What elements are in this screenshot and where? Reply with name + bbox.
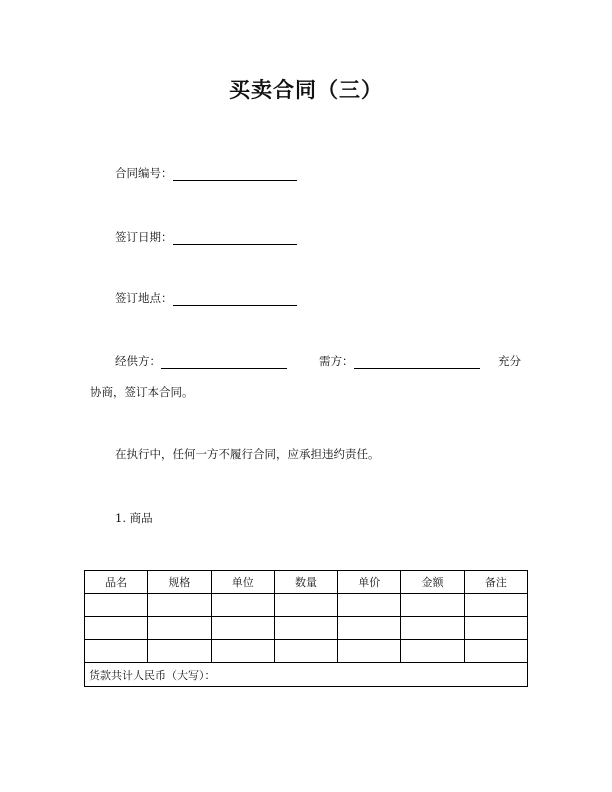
- table-cell[interactable]: [211, 594, 274, 617]
- header-cell: 单价: [338, 571, 401, 594]
- section-goods-heading: 1. 商品: [115, 511, 153, 525]
- table-cell[interactable]: [338, 617, 401, 640]
- buyer-blank[interactable]: [354, 355, 480, 369]
- header-cell: 单位: [211, 571, 274, 594]
- table-row: [85, 617, 528, 640]
- table-cell[interactable]: [338, 594, 401, 617]
- table-cell[interactable]: [338, 640, 401, 663]
- liability-clause: 在执行中，任何一方不履行合同，应承担违约责任。: [115, 447, 380, 461]
- table-cell[interactable]: [401, 640, 464, 663]
- header-cell: 品名: [85, 571, 148, 594]
- table-cell[interactable]: [148, 594, 211, 617]
- header-cell: 金额: [401, 571, 464, 594]
- table-cell[interactable]: [464, 640, 527, 663]
- contract-number-blank[interactable]: [173, 167, 297, 181]
- table-cell[interactable]: [85, 594, 148, 617]
- table-cell[interactable]: [464, 617, 527, 640]
- goods-table-header-row: [85, 571, 528, 594]
- table-cell[interactable]: [274, 594, 337, 617]
- buyer-field: [319, 353, 480, 369]
- table-cell[interactable]: [85, 617, 148, 640]
- header-cell: 备注: [464, 571, 527, 594]
- header-cell: 规格: [148, 571, 211, 594]
- table-cell[interactable]: [274, 640, 337, 663]
- parties-tail-text: 充分: [498, 354, 521, 368]
- sign-date-blank[interactable]: [173, 231, 297, 245]
- contract-number-label: 合同编号：: [115, 166, 173, 180]
- table-cell[interactable]: [85, 640, 148, 663]
- header-cell: 数量: [274, 571, 337, 594]
- sign-place-label: 签订地点：: [115, 291, 173, 305]
- table-cell[interactable]: [274, 617, 337, 640]
- table-row: [85, 594, 528, 617]
- table-cell[interactable]: [148, 617, 211, 640]
- table-cell[interactable]: [211, 640, 274, 663]
- table-cell[interactable]: [464, 594, 527, 617]
- sign-place-field: [115, 290, 297, 306]
- table-cell[interactable]: [401, 617, 464, 640]
- supplier-field: [115, 353, 287, 369]
- supplier-blank[interactable]: [161, 355, 287, 369]
- sign-place-blank[interactable]: [173, 292, 297, 306]
- supplier-label: 经供方：: [115, 354, 161, 368]
- buyer-label: 需方：: [319, 354, 354, 368]
- goods-total-label: 货款共计人民币（大写）：: [85, 663, 528, 687]
- document-title: 买卖合同（三）: [229, 78, 383, 102]
- goods-total-row: [85, 663, 528, 687]
- table-cell[interactable]: [401, 594, 464, 617]
- sign-date-field: [115, 229, 297, 245]
- table-row: [85, 640, 528, 663]
- parties-continuation-text: 协商，签订本合同。: [90, 385, 194, 399]
- sign-date-label: 签订日期：: [115, 230, 173, 244]
- table-cell[interactable]: [211, 617, 274, 640]
- goods-table: [84, 570, 528, 687]
- contract-number-field: [115, 165, 297, 181]
- table-cell[interactable]: [148, 640, 211, 663]
